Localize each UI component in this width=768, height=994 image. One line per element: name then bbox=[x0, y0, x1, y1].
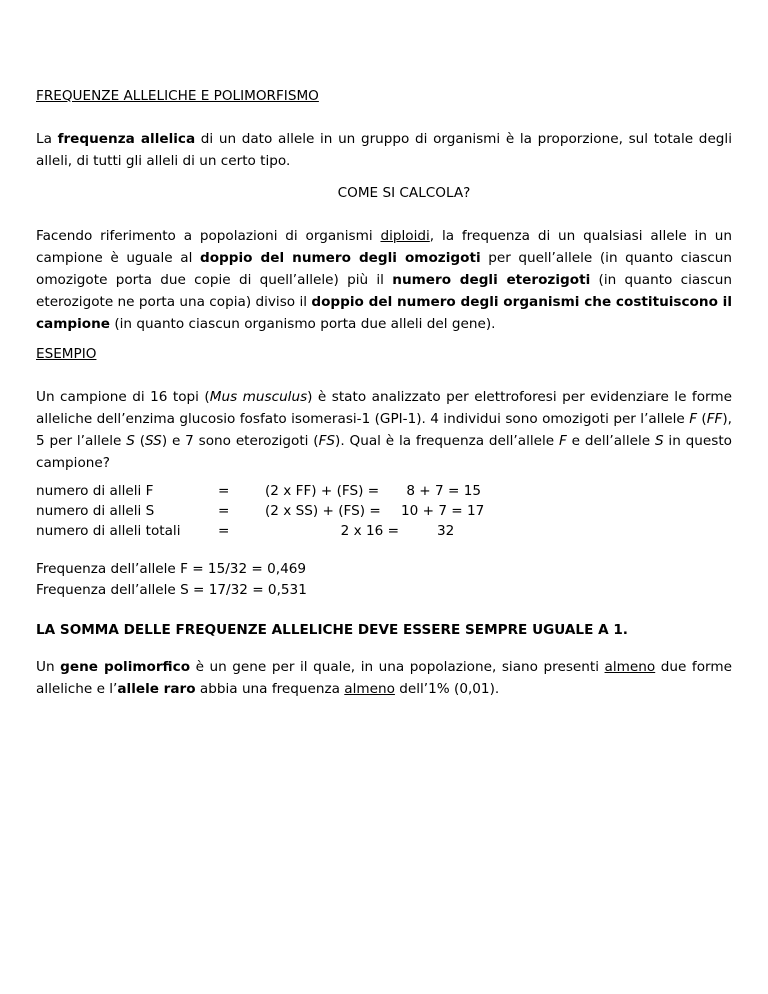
calc-equals: = bbox=[218, 483, 230, 499]
calc-result: 10 + 7 = 17 bbox=[401, 503, 485, 519]
calc-label: numero di alleli totali bbox=[36, 523, 181, 539]
question-heading: COME SI CALCOLA? bbox=[337, 185, 471, 201]
calculation-table bbox=[36, 481, 485, 541]
frequencies-block bbox=[36, 559, 732, 601]
calc-formula: (2 x SS) + (FS) = bbox=[265, 503, 381, 519]
page-title: FREQUENZE ALLELICHE E POLIMORFISMO bbox=[36, 88, 319, 104]
calc-formula: 2 x 16 = bbox=[340, 523, 399, 539]
calc-equals: = bbox=[218, 523, 230, 539]
calc-result: 8 + 7 = 15 bbox=[406, 483, 481, 499]
calculation-row bbox=[36, 501, 485, 521]
polymorphism-paragraph: Un gene polimorfico è un gene per il quale, in una popolazione, siano presenti almeno due forme alleliche e l’allele raro abbia una frequenza almeno dell’1% (0,01). bbox=[36, 659, 732, 697]
example-paragraph: Un campione di 16 topi (Mus musculus) è stato analizzato per elettroforesi per evidenziare le forme alleliche dell’enzima glucosio fosfato isomerasi-1 (GPI-1). 4 individui sono omozigoti per l’allele F (FF), 5 per l’allele S (SS) e 7 sono eterozigoti (FS). Qual è la frequenza dell’allele F e dell’allele S in questo campione? bbox=[36, 389, 733, 471]
sum-rule: LA SOMMA DELLE FREQUENZE ALLELICHE DEVE ESSERE SEMPRE UGUALE A 1. bbox=[36, 622, 628, 638]
calc-formula: (2 x FF) + (FS) = bbox=[265, 483, 380, 499]
frequency-s: Frequenza dell’allele S = 17/32 = 0,531 bbox=[36, 582, 307, 598]
calc-label: numero di alleli S bbox=[36, 503, 155, 519]
calculation-row bbox=[36, 521, 455, 541]
example-heading: ESEMPIO bbox=[36, 346, 97, 362]
definition-paragraph: La frequenza allelica di un dato allele in un gruppo di organismi è la proporzione, sul totale degli alleli, di tutti gli alleli di un certo tipo. bbox=[36, 131, 732, 169]
calc-label: numero di alleli F bbox=[36, 483, 154, 499]
frequency-f: Frequenza dell’allele F = 15/32 = 0,469 bbox=[36, 561, 307, 577]
calc-result: 32 bbox=[437, 523, 455, 539]
calculation-row bbox=[36, 481, 481, 501]
method-paragraph: Facendo riferimento a popolazioni di organismi diploidi, la frequenza di un qualsiasi allele in un campione è uguale al doppio del numero degli omozigoti per quell’allele (in quanto ciascun omozigote porta due copie di quell’allele) più il numero degli eterozigoti (in quanto ciascun eterozigote ne porta una copia) diviso il doppio del numero degli organismi che costituiscono il campione (in quanto ciascun organismo porta due alleli del gene). bbox=[36, 228, 733, 332]
calc-equals: = bbox=[218, 503, 230, 519]
